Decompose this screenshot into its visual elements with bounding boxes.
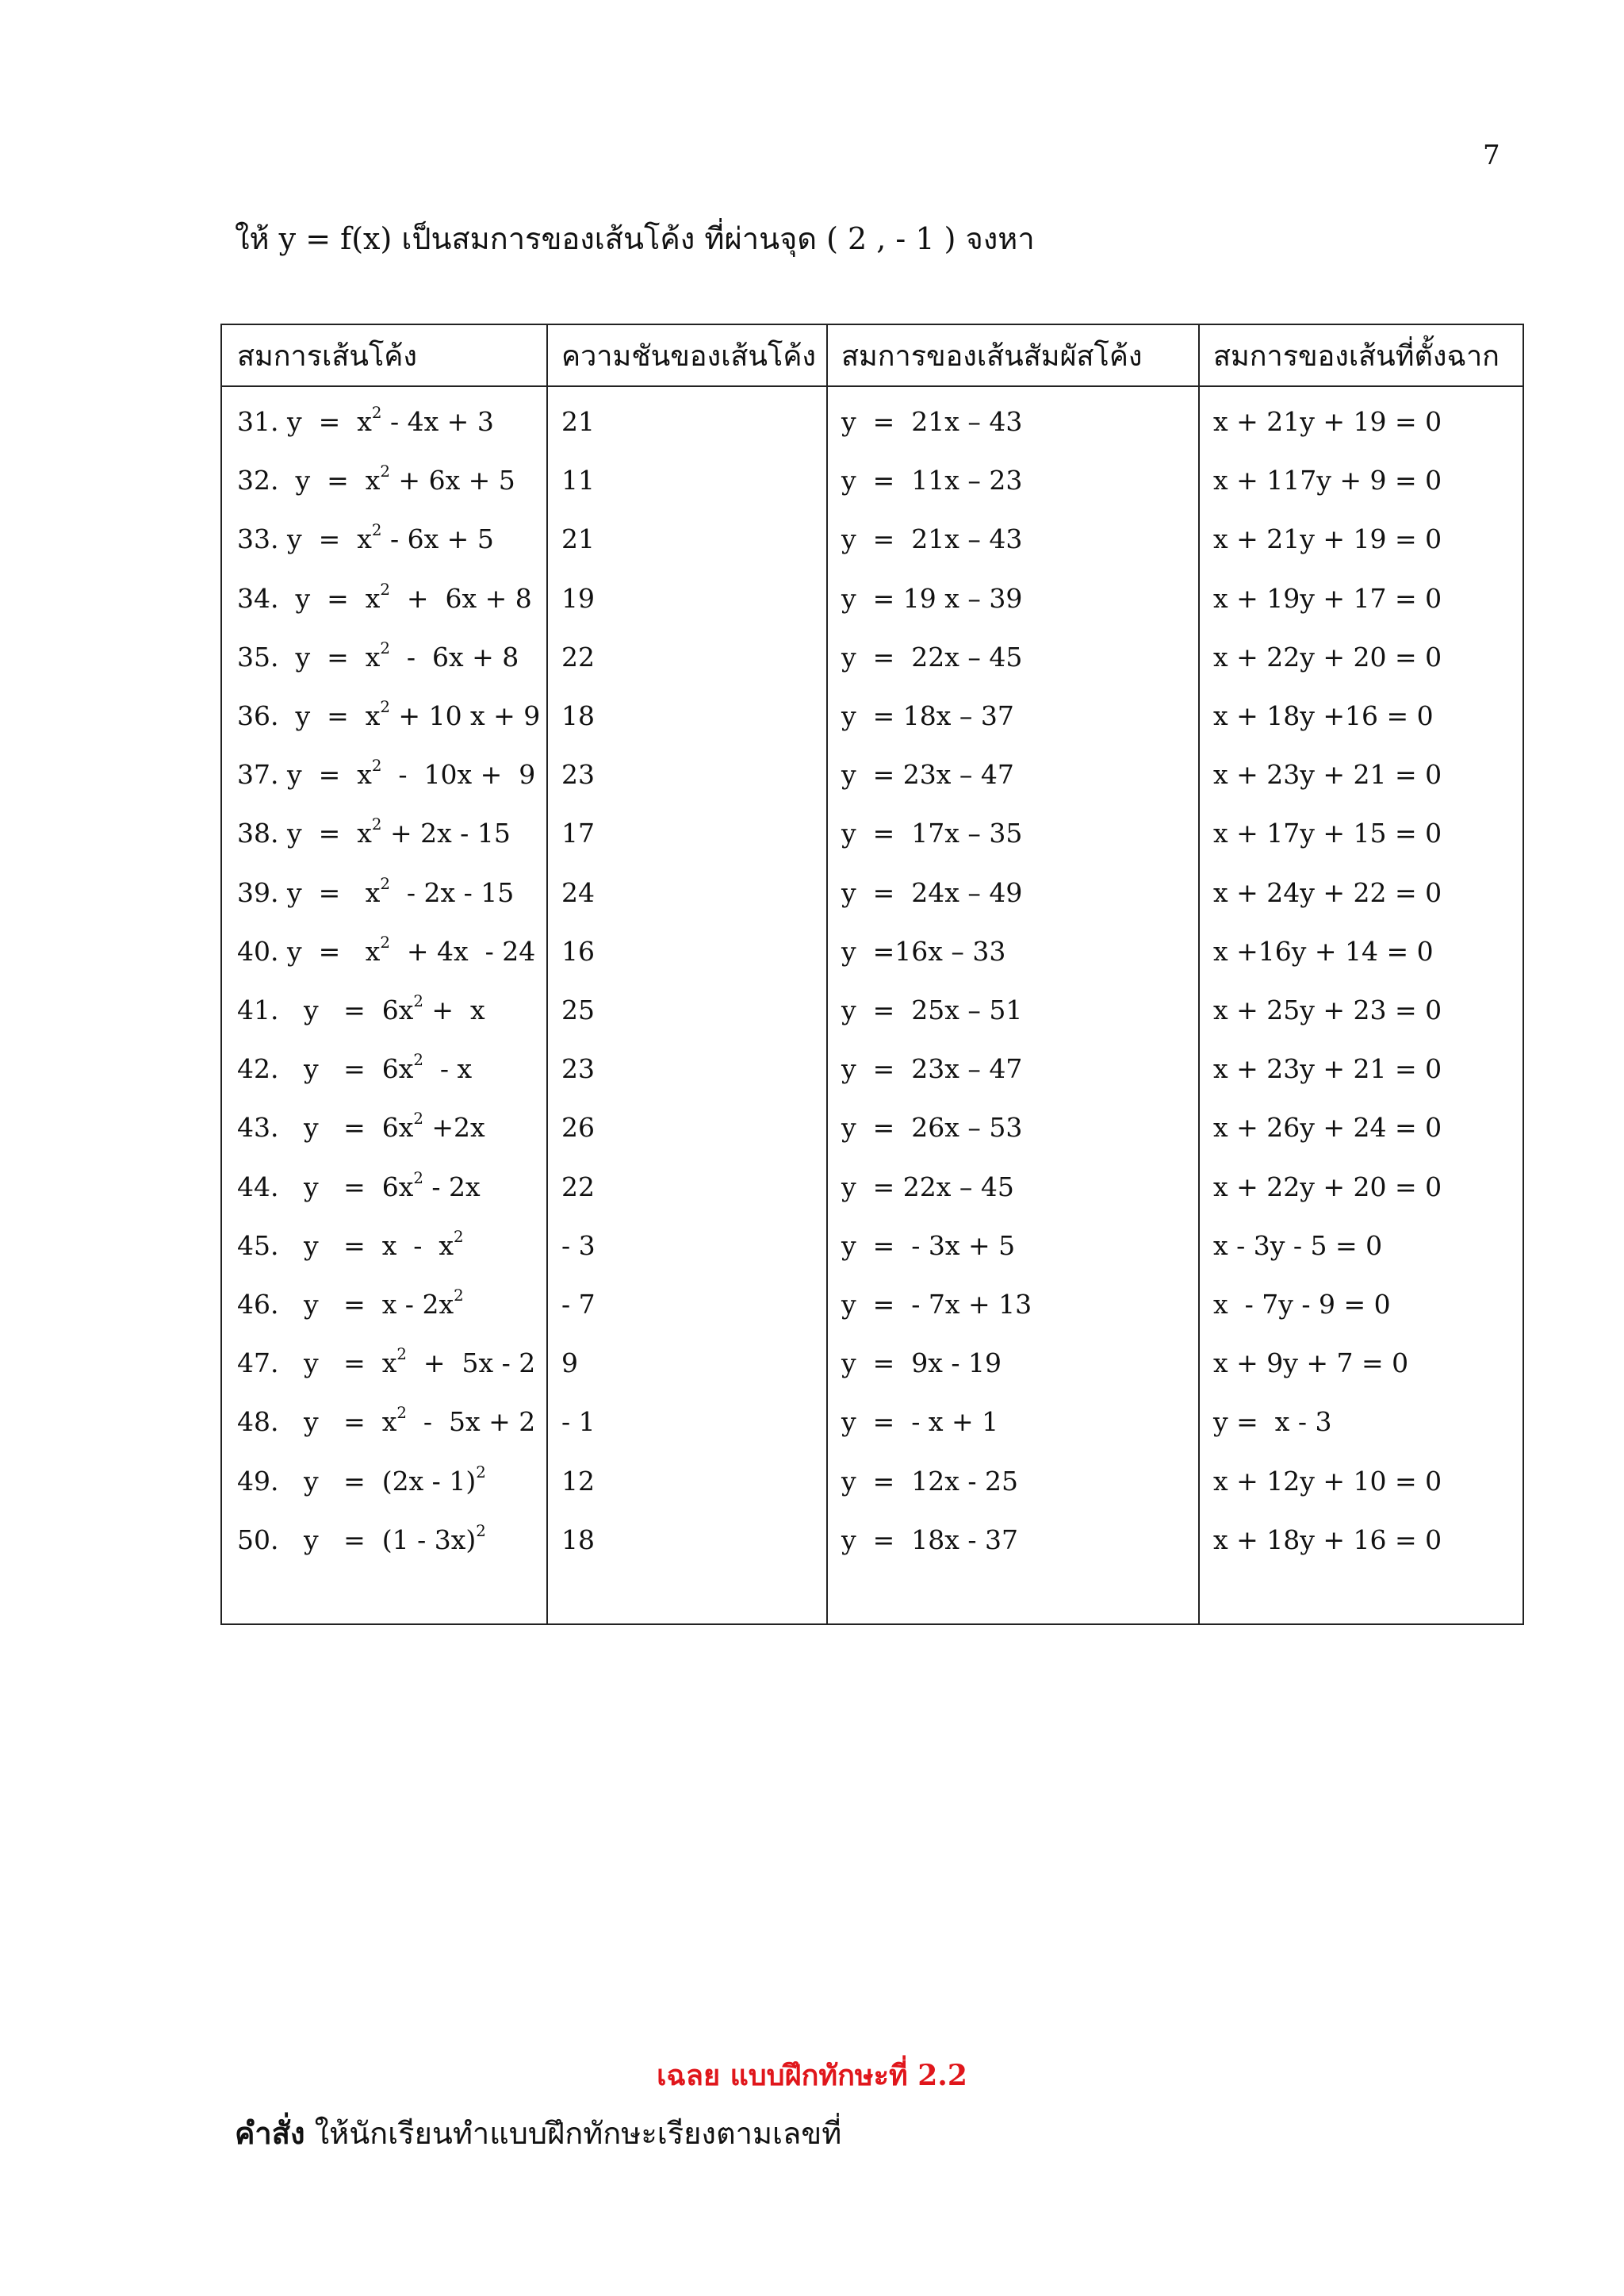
table-row (222, 1097, 1522, 1156)
table-row (222, 1509, 1522, 1568)
header-normal-equation: สมการของเส้นที่ตั้งฉาก (1213, 340, 1500, 373)
row-number: 36. (237, 700, 279, 731)
normal-equation-cell: x + 18y +16 = 0 (1213, 700, 1434, 731)
curve-equation-rest: - 6x + 8 (389, 641, 519, 673)
slope-cell: 17 (561, 818, 595, 849)
tangent-equation-cell: y = 12x - 25 (841, 1465, 1018, 1497)
exponent: 2 (371, 404, 382, 422)
table-row (222, 1038, 1522, 1097)
table-row (222, 627, 1522, 685)
page-number: 7 (1483, 140, 1500, 171)
curve-equation-lhs: y = 6x (286, 995, 414, 1025)
tangent-equation-cell: y = 23x – 47 (841, 759, 1014, 791)
table-row (222, 803, 1522, 861)
exponent: 2 (396, 1345, 407, 1364)
tangent-equation-cell: y = - 7x + 13 (841, 1289, 1032, 1320)
curve-equation-cell (237, 1462, 486, 1497)
exponent: 2 (454, 1227, 464, 1246)
instruction (235, 2109, 841, 2157)
curve-equation-lhs: y = x (286, 641, 381, 673)
normal-equation-cell: x + 21y + 19 = 0 (1213, 406, 1442, 437)
slope-cell: 18 (561, 1524, 595, 1555)
exponent: 2 (380, 638, 390, 657)
curve-equation-cell (237, 521, 494, 555)
slope-cell: 23 (561, 1053, 595, 1085)
curve-equation-lhs: y = 6x (286, 1171, 414, 1202)
slope-cell: 19 (561, 582, 595, 614)
tangent-equation-cell: y = 19 x – 39 (841, 582, 1023, 614)
curve-equation-lhs: y = x (286, 700, 381, 731)
tangent-equation-cell: y = 18x – 37 (841, 700, 1014, 731)
slope-cell: 22 (561, 641, 595, 673)
row-number: 50. (237, 1524, 279, 1555)
tangent-equation-cell: y = 25x – 51 (841, 995, 1023, 1025)
curve-equation-lhs: y = x (286, 876, 381, 908)
curve-equation-cell (237, 874, 515, 908)
curve-equation-rest: - 2x - 15 (389, 876, 515, 908)
curve-equation-lhs: y = x (286, 582, 381, 614)
row-number: 49. (237, 1465, 279, 1497)
curve-equation-cell (237, 992, 485, 1025)
curve-equation-cell (237, 815, 511, 849)
row-number: 37. (237, 759, 279, 791)
curve-equation-cell (237, 1521, 486, 1555)
curve-equation-cell (237, 1404, 536, 1438)
exponent: 2 (413, 1168, 423, 1187)
curve-equation-lhs: y = 6x (286, 1112, 414, 1144)
exponent: 2 (396, 1404, 407, 1423)
normal-equation-cell: x + 23y + 21 = 0 (1213, 759, 1442, 791)
header-divider (222, 385, 1522, 387)
row-number: 42. (237, 1053, 279, 1085)
tangent-equation-cell: y = 21x – 43 (841, 523, 1023, 555)
curve-equation-rest: + 4x - 24 (389, 935, 536, 967)
curve-equation-cell (237, 1345, 536, 1379)
normal-equation-cell: x +16y + 14 = 0 (1213, 935, 1434, 967)
exponent: 2 (371, 815, 382, 834)
slope-cell: 24 (561, 876, 595, 908)
slope-cell: - 1 (561, 1406, 596, 1438)
curve-equation-cell (237, 933, 536, 967)
curve-equation-lhs: y = 6x (286, 1053, 414, 1085)
row-number: 41. (237, 995, 279, 1025)
curve-equation-cell (237, 638, 519, 673)
table-row (222, 1274, 1522, 1332)
normal-equation-cell: x - 3y - 5 = 0 (1213, 1229, 1383, 1261)
curve-equation-lhs: y = x - 2x (286, 1289, 454, 1320)
exponent: 2 (380, 580, 390, 599)
curve-equation-lhs: y = (2x - 1) (286, 1465, 477, 1497)
normal-equation-cell: x + 23y + 21 = 0 (1213, 1053, 1442, 1085)
normal-equation-cell: x + 25y + 23 = 0 (1213, 995, 1442, 1025)
tangent-equation-cell: y = 24x – 49 (841, 876, 1023, 908)
curve-equation-cell (237, 1168, 481, 1202)
slope-cell: 22 (561, 1171, 595, 1202)
row-number: 48. (237, 1406, 279, 1438)
normal-equation-cell: x - 7y - 9 = 0 (1213, 1289, 1391, 1320)
table-row (222, 862, 1522, 921)
tangent-equation-cell: y = 11x – 23 (841, 465, 1023, 496)
normal-equation-cell: x + 24y + 22 = 0 (1213, 876, 1442, 908)
tangent-equation-cell: y = 17x – 35 (841, 818, 1023, 849)
curve-equation-rest: + 2x - 15 (381, 818, 511, 849)
table-row (222, 1391, 1522, 1450)
answer-title: เฉลย แบบฝึกทักษะที่ 2.2 (657, 2059, 967, 2092)
table-row (222, 568, 1522, 627)
curve-equation-lhs: y = x (286, 1406, 397, 1438)
curve-equation-cell (237, 1051, 473, 1085)
curve-equation-cell (237, 757, 536, 791)
curve-equation-lhs: y = x (286, 759, 372, 791)
normal-equation-cell: y = x - 3 (1213, 1406, 1332, 1438)
row-number: 38. (237, 818, 279, 849)
row-number: 34. (237, 582, 279, 614)
curve-equation-cell (237, 404, 494, 437)
row-number: 40. (237, 935, 279, 967)
instruction-label: คำสั่ง (235, 2115, 305, 2151)
row-number: 44. (237, 1171, 279, 1202)
curve-equation-cell (237, 462, 515, 496)
curve-equation-cell (237, 698, 541, 731)
normal-equation-cell: x + 9y + 7 = 0 (1213, 1347, 1409, 1379)
tangent-equation-cell: y = 26x – 53 (841, 1112, 1023, 1144)
header-slope: ความชันของเส้นโค้ง (561, 340, 816, 373)
slope-cell: 25 (561, 995, 595, 1025)
row-number: 33. (237, 523, 279, 555)
table-row (222, 979, 1522, 1038)
curve-equation-rest: - 5x + 2 (406, 1406, 536, 1438)
tangent-equation-cell: y = 21x – 43 (841, 406, 1023, 437)
tangent-equation-cell: y = - 3x + 5 (841, 1229, 1016, 1261)
curve-equation-lhs: y = x (286, 523, 372, 555)
tangent-equation-cell: y = 22x – 45 (841, 1171, 1014, 1202)
curve-equation-rest: +2x (423, 1112, 485, 1144)
slope-cell: 18 (561, 700, 595, 731)
normal-equation-cell: x + 19y + 17 = 0 (1213, 582, 1442, 614)
exponent: 2 (476, 1521, 486, 1540)
tangent-equation-cell: y = 9x - 19 (841, 1347, 1002, 1379)
exponent: 2 (476, 1462, 486, 1481)
normal-equation-cell: x + 12y + 10 = 0 (1213, 1465, 1442, 1497)
answer-table (220, 324, 1524, 1625)
header-curve-equation: สมการเส้นโค้ง (237, 340, 417, 373)
table-row (222, 1215, 1522, 1274)
tangent-equation-cell: y = - x + 1 (841, 1406, 999, 1438)
slope-cell: 21 (561, 406, 595, 437)
slope-cell: 26 (561, 1112, 595, 1144)
curve-equation-rest: + 5x - 2 (406, 1347, 536, 1379)
exponent: 2 (380, 698, 390, 716)
curve-equation-rest: - 4x + 3 (381, 406, 494, 437)
row-number: 31. (237, 406, 279, 437)
curve-equation-rest: + 6x + 8 (389, 582, 532, 614)
slope-cell: 23 (561, 759, 595, 791)
slope-cell: - 7 (561, 1289, 596, 1320)
slope-cell: 16 (561, 935, 595, 967)
curve-equation-rest: - x (423, 1053, 473, 1085)
normal-equation-cell: x + 22y + 20 = 0 (1213, 641, 1442, 673)
row-number: 35. (237, 641, 279, 673)
exponent: 2 (380, 874, 390, 893)
tangent-equation-cell: y = 22x – 45 (841, 641, 1023, 673)
curve-equation-cell (237, 1110, 485, 1144)
curve-equation-rest: + 10 x + 9 (389, 700, 541, 731)
curve-equation-cell (237, 580, 532, 614)
curve-equation-lhs: y = x - x (286, 1229, 454, 1261)
table-row (222, 744, 1522, 803)
curve-equation-rest: - 6x + 5 (381, 523, 494, 555)
curve-equation-lhs: y = x (286, 1347, 397, 1379)
curve-equation-rest: + x (423, 995, 485, 1025)
header-tangent-equation: สมการของเส้นสัมผัสโค้ง (841, 340, 1143, 373)
row-number: 46. (237, 1289, 279, 1320)
curve-equation-cell (237, 1286, 464, 1320)
slope-cell: 21 (561, 523, 595, 555)
tangent-equation-cell: y =16x – 33 (841, 935, 1006, 967)
table-row (222, 921, 1522, 979)
table-row (222, 1332, 1522, 1391)
normal-equation-cell: x + 18y + 16 = 0 (1213, 1524, 1442, 1555)
curve-equation-cell (237, 1227, 464, 1261)
table-row (222, 391, 1522, 450)
intro-text: ให้ y = f(x) เป็นสมการของเส้นโค้ง ที่ผ่านจุด ( 2 , - 1 ) จงหา (235, 221, 1035, 256)
curve-equation-lhs: y = x (286, 935, 381, 967)
tangent-equation-cell: y = 23x – 47 (841, 1053, 1023, 1085)
exponent: 2 (413, 1051, 423, 1070)
exponent: 2 (380, 462, 390, 481)
normal-equation-cell: x + 17y + 15 = 0 (1213, 818, 1442, 849)
exponent: 2 (413, 1110, 423, 1129)
table-row (222, 508, 1522, 567)
curve-equation-rest: - 2x (423, 1171, 481, 1202)
slope-cell: 11 (561, 465, 595, 496)
table-row (222, 1156, 1522, 1215)
normal-equation-cell: x + 21y + 19 = 0 (1213, 523, 1442, 555)
normal-equation-cell: x + 22y + 20 = 0 (1213, 1171, 1442, 1202)
table-row (222, 450, 1522, 508)
row-number: 47. (237, 1347, 279, 1379)
slope-cell: - 3 (561, 1229, 596, 1261)
row-number: 45. (237, 1229, 279, 1261)
exponent: 2 (380, 933, 390, 952)
curve-equation-lhs: y = (1 - 3x) (286, 1524, 477, 1555)
exponent: 2 (454, 1286, 464, 1305)
exponent: 2 (413, 992, 423, 1010)
table-row (222, 685, 1522, 744)
curve-equation-rest: - 10x + 9 (381, 759, 536, 791)
row-number: 43. (237, 1112, 279, 1144)
normal-equation-cell: x + 117y + 9 = 0 (1213, 465, 1442, 496)
slope-cell: 9 (561, 1347, 578, 1379)
instruction-text: ให้นักเรียนทำแบบฝึกทักษะเรียงตามเลขที่ (304, 2116, 842, 2151)
curve-equation-rest: + 6x + 5 (389, 465, 515, 496)
row-number: 39. (237, 876, 279, 908)
slope-cell: 12 (561, 1465, 595, 1497)
row-number: 32. (237, 465, 279, 496)
exponent: 2 (371, 757, 382, 776)
exponent: 2 (371, 521, 382, 540)
table-row (222, 1451, 1522, 1509)
normal-equation-cell: x + 26y + 24 = 0 (1213, 1112, 1442, 1144)
curve-equation-lhs: y = x (286, 406, 372, 437)
curve-equation-lhs: y = x (286, 465, 381, 496)
curve-equation-lhs: y = x (286, 818, 372, 849)
tangent-equation-cell: y = 18x - 37 (841, 1524, 1018, 1555)
